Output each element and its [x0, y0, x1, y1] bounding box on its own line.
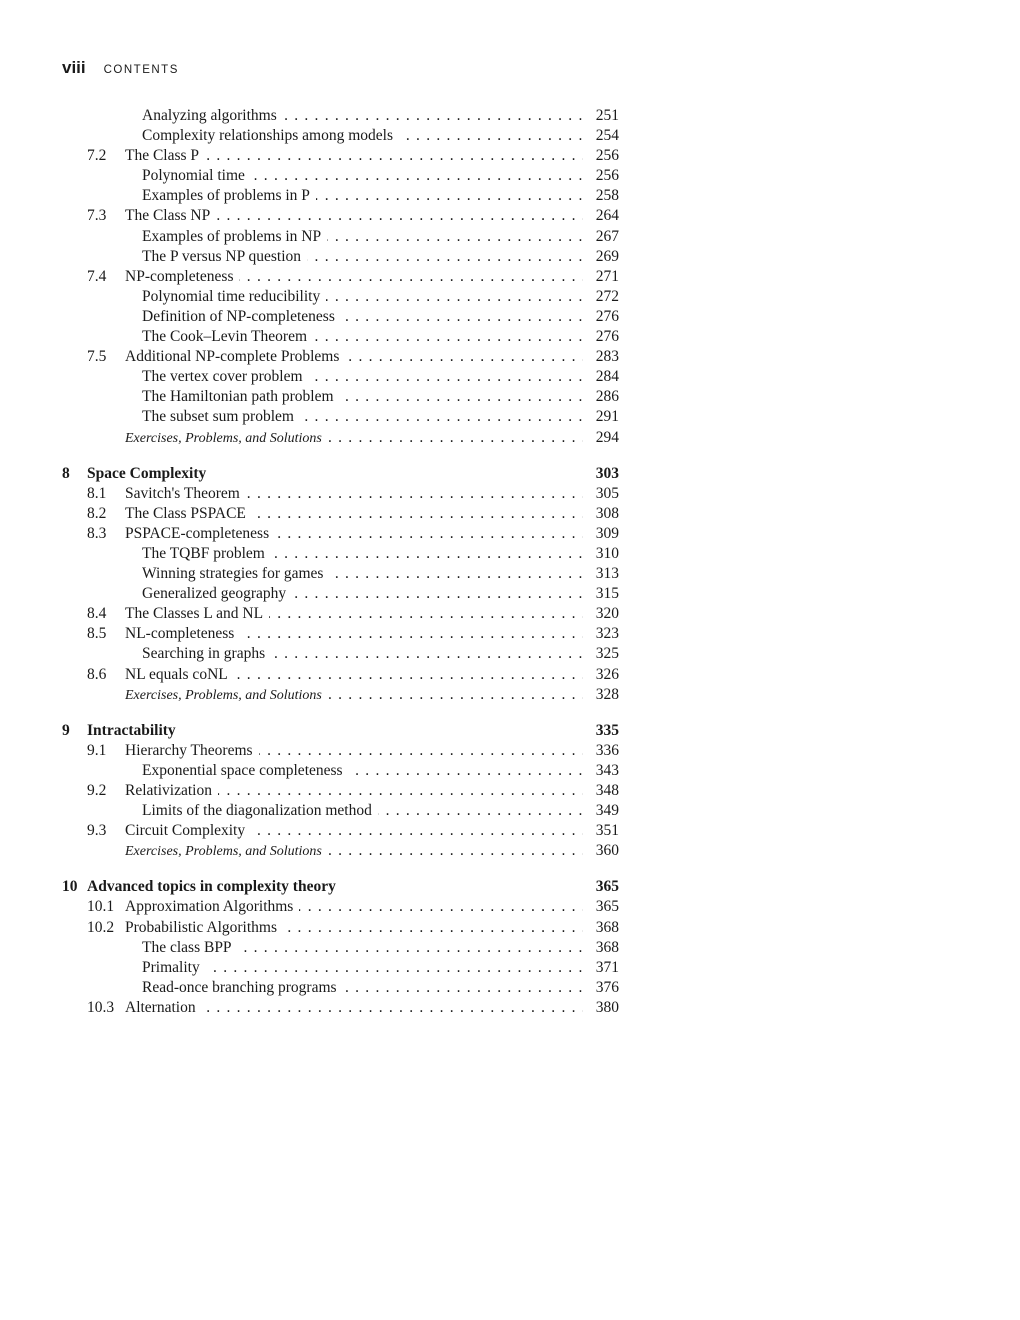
toc-entry-title-wrap — [142, 186, 583, 206]
toc-subsection-entry — [62, 564, 619, 584]
toc-entry-page: 256 — [595, 167, 619, 185]
toc-entry-title-wrap — [142, 387, 583, 407]
toc-entry-page: 310 — [595, 544, 619, 562]
toc-entry-title-wrap — [125, 524, 583, 544]
toc-entry-title: Complexity relationships among models — [142, 127, 399, 144]
toc-section-entry — [62, 821, 619, 841]
toc-entry-page: 351 — [595, 822, 619, 840]
toc-entry-title-wrap — [125, 484, 583, 504]
toc-subsection-entry — [62, 544, 619, 564]
toc-entry-title: Searching in graphs — [142, 645, 271, 662]
toc-entry-page: 348 — [595, 782, 619, 799]
toc-entry-page: 360 — [595, 842, 619, 860]
toc-entry-page: 286 — [595, 388, 619, 406]
toc-subsection-entry — [62, 126, 619, 146]
toc-section-entry — [62, 267, 619, 287]
toc-entry-title-wrap — [87, 464, 559, 484]
toc-section-entry — [62, 998, 619, 1018]
toc-entry-number: 8 — [62, 464, 70, 482]
toc-entry-page: 368 — [595, 918, 619, 936]
toc-entry-title-wrap — [142, 227, 583, 247]
toc-entry-page: 251 — [595, 107, 619, 124]
toc-section-entry — [62, 741, 619, 761]
toc-entry-title-wrap — [125, 604, 583, 624]
toc-chapter-entry — [62, 877, 619, 897]
toc-entry-title: Additional NP-complete Problems — [125, 348, 345, 365]
toc-section-entry — [62, 484, 619, 504]
toc-section-entry — [62, 781, 619, 801]
toc-entry-title: Examples of problems in P — [142, 187, 316, 204]
toc-entry-title: Space Complexity — [87, 465, 212, 482]
toc-entry-title-wrap — [125, 206, 583, 226]
toc-entry-title-wrap — [125, 428, 583, 449]
toc-entry-page: 269 — [595, 247, 619, 265]
toc-entry-title-wrap — [142, 584, 583, 604]
toc-entry-title-wrap — [125, 998, 583, 1018]
toc-entry-title: Limits of the diagonalization method — [142, 802, 378, 819]
toc-entry-title: Read-once branching programs — [142, 979, 343, 996]
toc-entry-page: 323 — [595, 625, 619, 643]
toc-entry-page: 336 — [595, 741, 619, 759]
toc-entry-page: 254 — [595, 127, 619, 145]
toc-entry-title: NP-completeness — [125, 268, 239, 285]
toc-subsection-entry — [62, 584, 619, 604]
toc-entry-page: 376 — [595, 978, 619, 996]
toc-section-entry — [62, 918, 619, 938]
toc-entry-page: 365 — [595, 898, 619, 916]
toc-entry-title: Intractability — [87, 722, 182, 739]
toc-entry-number: 7.4 — [87, 267, 107, 285]
toc-entry-page: 308 — [595, 504, 619, 522]
toc-entry-title: Polynomial time — [142, 167, 251, 184]
toc-chapter-entry — [62, 721, 619, 741]
toc-entry-page: 365 — [595, 878, 619, 896]
toc-entry-page: 291 — [595, 408, 619, 426]
toc-section-entry — [62, 604, 619, 624]
toc-entry-title-wrap — [142, 407, 583, 427]
toc-entry-page: 335 — [595, 721, 619, 739]
toc-entry-number: 9.2 — [87, 782, 107, 799]
toc-entry-title: Circuit Complexity — [125, 822, 251, 839]
toc-entry-title: The Class P — [125, 147, 205, 164]
toc-entry-number: 8.6 — [87, 665, 107, 683]
toc-entry-page: 256 — [595, 147, 619, 165]
toc-entry-page: 276 — [595, 328, 619, 346]
toc-entry-title: Analyzing algorithms — [142, 107, 283, 124]
toc-entry-page: 258 — [595, 187, 619, 205]
toc-entry-number: 9.1 — [87, 741, 107, 759]
toc-entry-title-wrap — [125, 146, 583, 166]
toc-entry-page: 315 — [595, 585, 619, 603]
toc-section-entry — [62, 146, 619, 166]
toc-entry-number: 9.3 — [87, 822, 107, 840]
toc-entry-title-wrap — [125, 267, 583, 287]
toc-entry-title-wrap — [87, 877, 559, 897]
toc-entry-title-wrap — [142, 126, 583, 146]
toc-entry-title-wrap — [142, 801, 583, 821]
toc-entry-number: 10.2 — [87, 918, 115, 936]
toc-entry-title-wrap — [125, 821, 583, 841]
toc-entry-title-wrap — [87, 721, 559, 741]
toc-entry-title-wrap — [125, 685, 583, 706]
toc-entry-title-wrap — [125, 665, 583, 685]
toc-entry-title: The P versus NP question — [142, 248, 307, 265]
toc-entry-page: 349 — [595, 802, 619, 820]
toc-entry-title: The TQBF problem — [142, 545, 271, 562]
toc-entry-title-wrap — [125, 741, 583, 761]
toc-entry-title: Advanced topics in complexity theory — [87, 878, 342, 895]
toc-entry-title-wrap — [142, 327, 583, 347]
toc-entry-title: Examples of problems in NP — [142, 228, 327, 245]
toc-exercises-entry — [62, 841, 619, 861]
toc-entry-page: 271 — [595, 267, 619, 285]
toc-entry-title: Exponential space completeness — [142, 762, 349, 779]
toc-entry-page: 368 — [595, 938, 619, 956]
toc-entry-title-wrap — [125, 897, 583, 917]
toc-entry-title: Exercises, Problems, and Solutions — [125, 688, 328, 703]
toc-entry-number: 10 — [62, 878, 78, 896]
toc-entry-title: Primality — [142, 959, 206, 976]
toc-entry-page: 343 — [595, 761, 619, 779]
toc-entry-title: Approximation Algorithms — [125, 898, 299, 915]
toc-entry-page: 326 — [595, 665, 619, 683]
toc-entry-title-wrap — [142, 958, 583, 978]
toc-entry-title: NL-completeness — [125, 625, 240, 642]
toc-entry-title-wrap — [125, 918, 583, 938]
toc-entry-title-wrap — [142, 644, 583, 664]
toc-entry-title: Exercises, Problems, and Solutions — [125, 431, 328, 446]
toc-exercises-entry — [62, 428, 619, 448]
toc-subsection-entry — [62, 387, 619, 407]
toc-entry-number: 8.3 — [87, 524, 107, 542]
toc-entry-title-wrap — [142, 307, 583, 327]
toc-entry-number: 8.5 — [87, 625, 107, 643]
toc-section-entry — [62, 504, 619, 524]
toc-subsection-entry — [62, 761, 619, 781]
toc-entry-number: 9 — [62, 721, 70, 739]
toc-subsection-entry — [62, 978, 619, 998]
page-header — [62, 58, 179, 80]
toc-entry-title: Definition of NP-completeness — [142, 308, 341, 325]
toc-entry-page: 313 — [595, 565, 619, 583]
toc-subsection-entry — [62, 407, 619, 427]
toc-entry-title: Hierarchy Theorems — [125, 742, 259, 759]
toc-subsection-entry — [62, 166, 619, 186]
toc-entry-page: 284 — [595, 368, 619, 386]
toc-entry-title-wrap — [142, 938, 583, 958]
toc-entry-title-wrap — [142, 544, 583, 564]
toc-entry-page: 325 — [595, 645, 619, 663]
toc-entry-title: The vertex cover problem — [142, 368, 309, 385]
toc-entry-title: Exercises, Problems, and Solutions — [125, 844, 328, 859]
toc-entry-number: 10.1 — [87, 898, 115, 916]
toc-entry-title: NL equals coNL — [125, 666, 234, 683]
toc-entry-number: 7.3 — [87, 207, 107, 225]
toc-entry-title: The Class NP — [125, 207, 216, 224]
toc-section-entry — [62, 897, 619, 917]
toc-entry-page: 380 — [595, 998, 619, 1016]
toc-entry-title: The class BPP — [142, 939, 238, 956]
toc-exercises-entry — [62, 685, 619, 705]
toc-entry-title-wrap — [142, 367, 583, 387]
toc-subsection-entry — [62, 644, 619, 664]
toc-entry-title: Generalized geography — [142, 585, 292, 602]
toc-entry-title: PSPACE-completeness — [125, 525, 275, 542]
toc-entry-title-wrap — [142, 247, 583, 267]
toc-section-entry — [62, 665, 619, 685]
toc-entry-title-wrap — [125, 841, 583, 862]
toc-entry-page: 272 — [595, 287, 619, 305]
toc-subsection-entry — [62, 186, 619, 206]
toc-entry-page: 264 — [595, 207, 619, 225]
toc-entry-title: The Classes L and NL — [125, 605, 269, 622]
toc-entry-page: 276 — [595, 307, 619, 325]
toc-entry-title: Relativization — [125, 782, 218, 799]
toc-entry-number: 8.1 — [87, 484, 107, 502]
toc-entry-title-wrap — [125, 781, 583, 801]
toc-section-entry — [62, 347, 619, 367]
toc-entry-title-wrap — [142, 166, 583, 186]
toc-entry-title-wrap — [142, 761, 583, 781]
toc-entry-title-wrap — [125, 504, 583, 524]
toc-entry-title-wrap — [142, 287, 583, 307]
toc-subsection-entry — [62, 106, 619, 126]
toc-entry-title-wrap — [142, 978, 583, 998]
toc-entry-title: Probabilistic Algorithms — [125, 919, 283, 936]
page-number: viii — [62, 58, 86, 77]
toc-entry-title: The subset sum problem — [142, 408, 300, 425]
toc-entry-page: 267 — [595, 227, 619, 245]
toc-entry-title-wrap — [142, 564, 583, 584]
toc-entry-number: 7.5 — [87, 348, 107, 366]
toc-subsection-entry — [62, 307, 619, 327]
toc-entry-page: 309 — [595, 524, 619, 542]
toc-entry-title: Winning strategies for games — [142, 565, 329, 582]
toc-entry-title: The Cook–Levin Theorem — [142, 328, 313, 345]
toc-subsection-entry — [62, 938, 619, 958]
toc-entry-number: 8.2 — [87, 504, 107, 522]
toc-entry-number: 8.4 — [87, 605, 107, 623]
toc-entry-number: 10.3 — [87, 998, 115, 1016]
toc-entry-page: 371 — [595, 958, 619, 976]
toc-section-entry — [62, 624, 619, 644]
toc-entry-title: Savitch's Theorem — [125, 485, 246, 502]
toc-subsection-entry — [62, 801, 619, 821]
toc-entry-title: The Hamiltonian path problem — [142, 388, 340, 405]
toc-subsection-entry — [62, 327, 619, 347]
toc-entry-title: Polynomial time reducibility — [142, 288, 326, 305]
toc-entry-page: 283 — [595, 348, 619, 366]
toc-entry-title: Alternation — [125, 999, 202, 1016]
toc-entry-page: 294 — [595, 428, 619, 446]
toc-subsection-entry — [62, 227, 619, 247]
toc-section-entry — [62, 206, 619, 226]
toc-entry-number: 7.2 — [87, 147, 107, 165]
toc-entry-title-wrap — [142, 106, 583, 126]
running-title: CONTENTS — [103, 64, 179, 76]
toc-entry-page: 303 — [595, 464, 619, 482]
toc-subsection-entry — [62, 287, 619, 307]
toc-chapter-entry — [62, 464, 619, 484]
toc-entry-title-wrap — [125, 347, 583, 367]
toc-entry-title-wrap — [125, 624, 583, 644]
toc-entry-page: 320 — [595, 605, 619, 623]
table-of-contents — [62, 106, 619, 1018]
toc-entry-title: The Class PSPACE — [125, 505, 252, 522]
toc-subsection-entry — [62, 247, 619, 267]
toc-entry-page: 328 — [595, 685, 619, 703]
toc-subsection-entry — [62, 958, 619, 978]
toc-section-entry — [62, 524, 619, 544]
toc-entry-page: 305 — [595, 484, 619, 502]
toc-subsection-entry — [62, 367, 619, 387]
